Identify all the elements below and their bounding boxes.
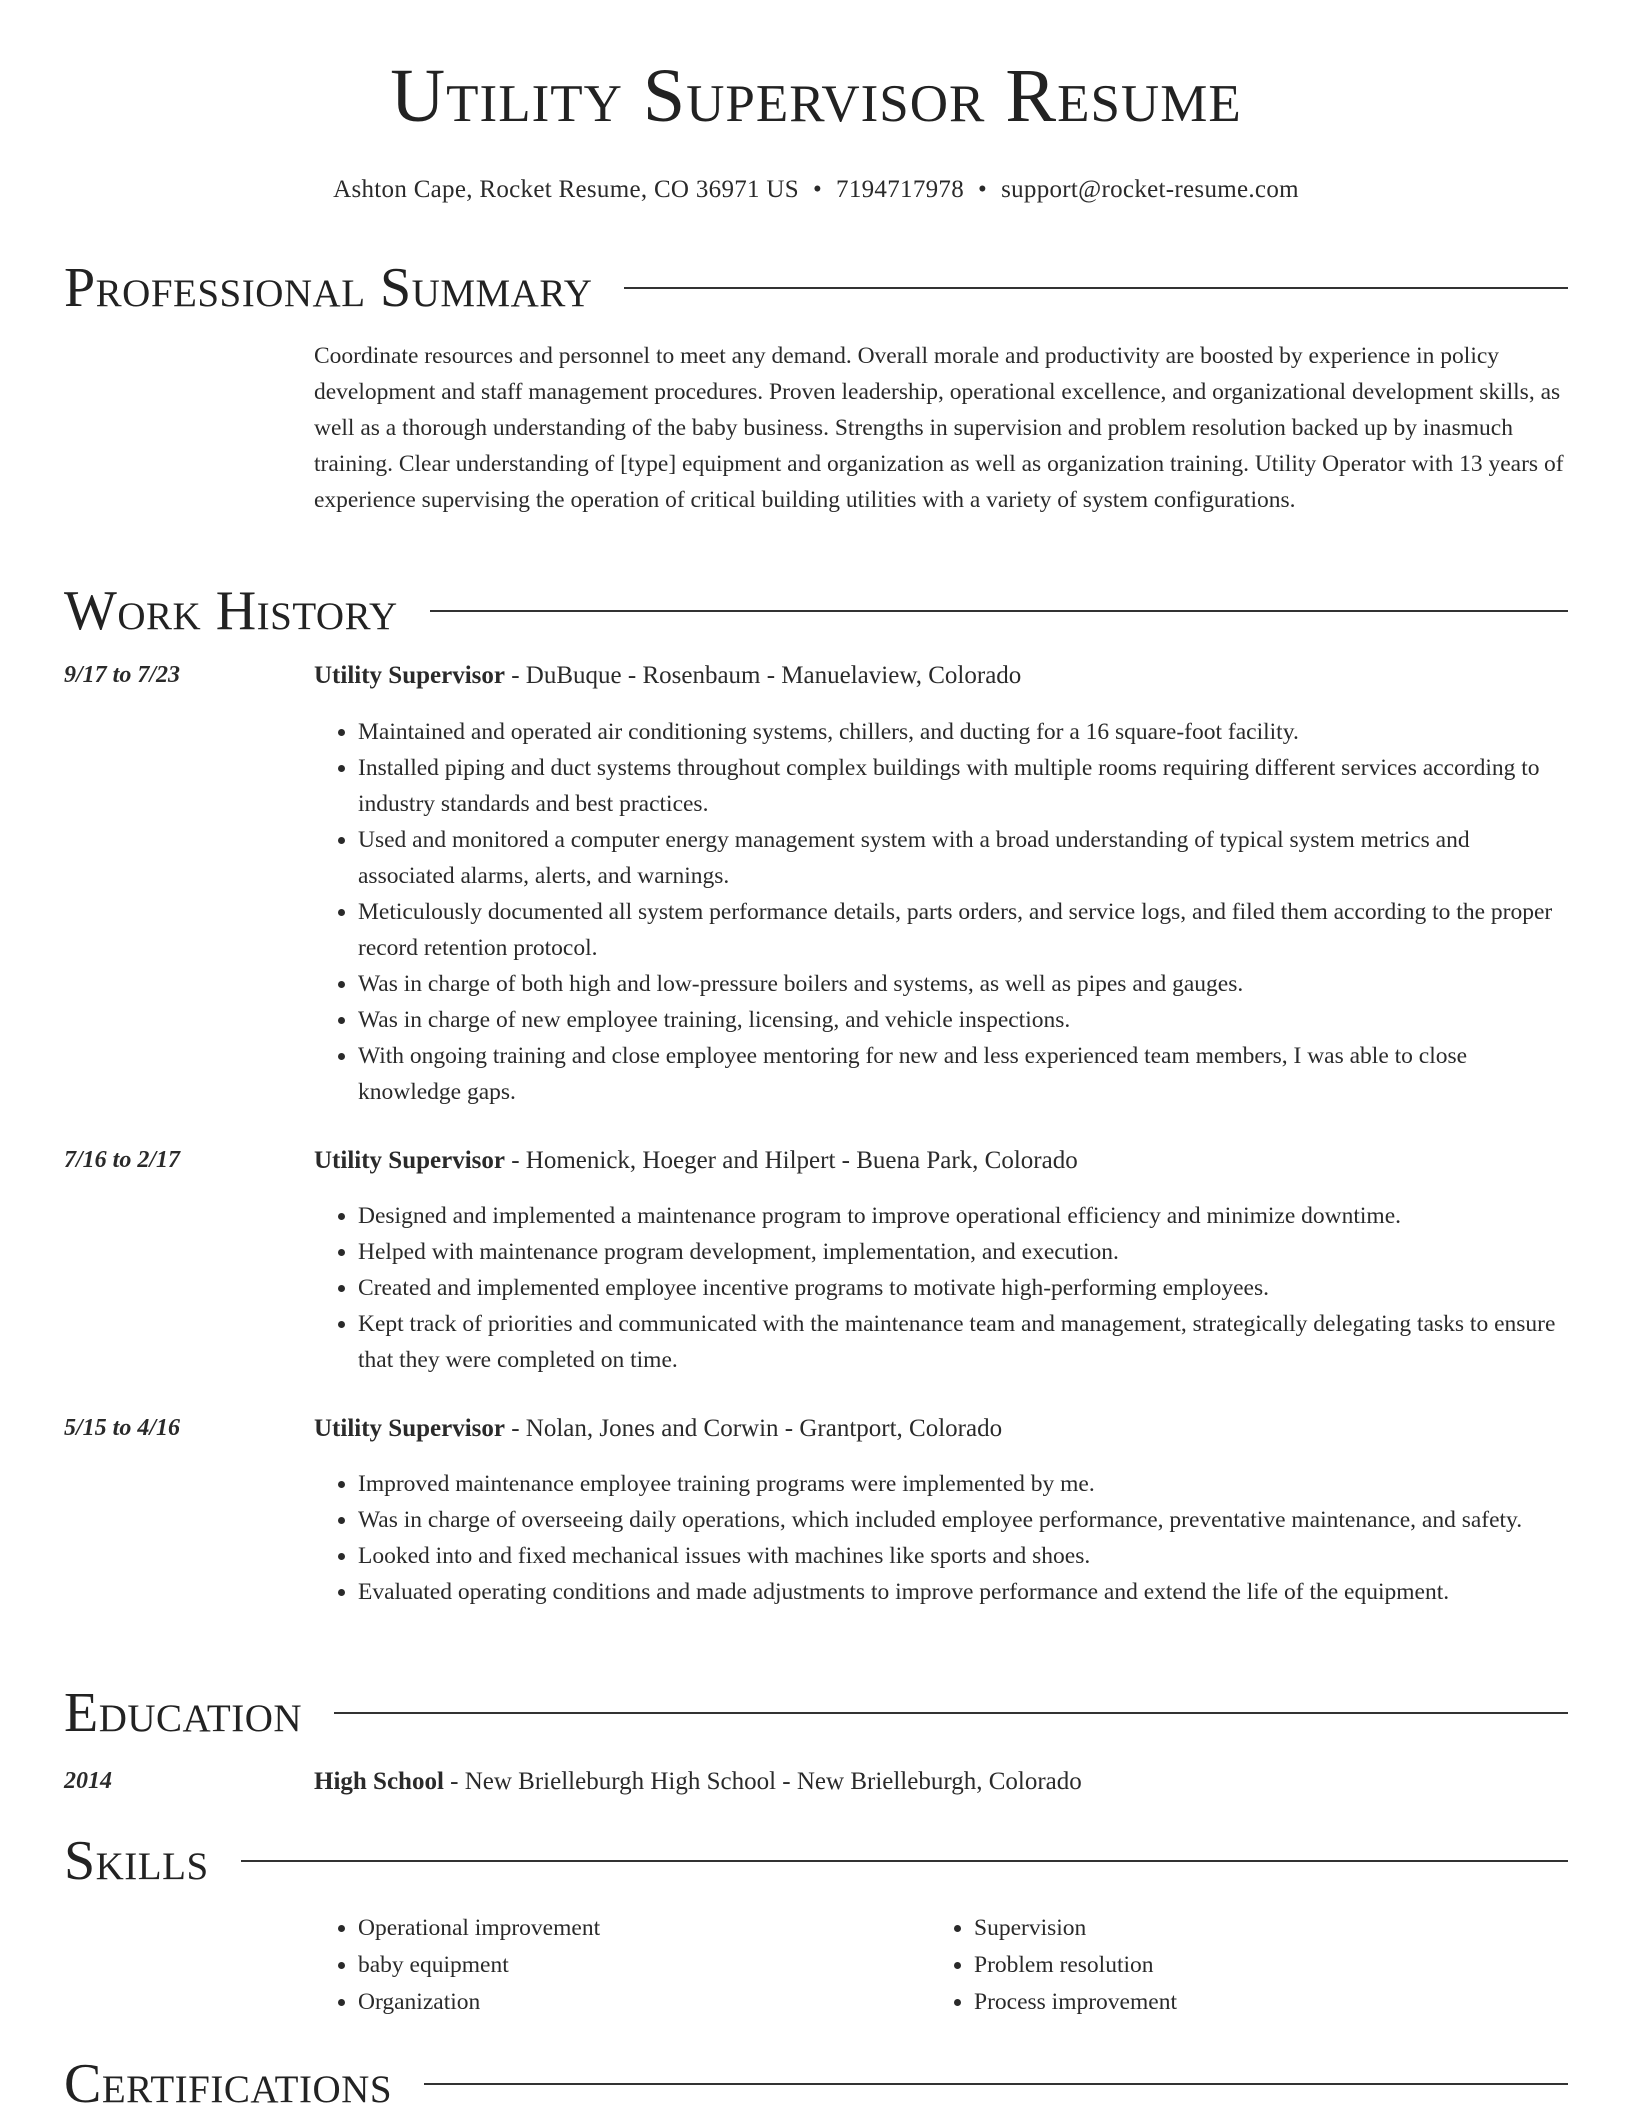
resume-title: Utility Supervisor Resume (390, 54, 1242, 138)
section-title-skills: Skills (64, 1830, 209, 1892)
section-divider (624, 287, 1568, 289)
list-item: • Kept track of priorities and communicated with the maintenance team and management, strategically delegating tasks to ensure that they were completed on time. (358, 1306, 1568, 1378)
list-item: • Was in charge of both high and low-pressure boilers and systems, as well as pipes and gauges. (358, 966, 1568, 1002)
contact-separator: • (812, 176, 823, 203)
section-divider (424, 2083, 1568, 2085)
job-title: Utility Supervisor (314, 662, 505, 689)
section-divider (334, 1712, 1568, 1714)
list-item: • Created and implemented employee incentive programs to motivate high-performing employees. (358, 1270, 1568, 1306)
skills-list-right (930, 1910, 1534, 2021)
skill-item: • Operational improvement (358, 1910, 918, 1947)
job-dates: 5/15 to 4/16 (64, 1415, 181, 1441)
summary-text: Coordinate resources and personnel to meet any demand. Overall morale and productivity are boosted by experience in policy development and staff management procedures. Proven leadership, operational excellence, and organizational development skills, as well as a thorough understanding of the baby business. Strengths in supervision and problem resolution backed up by inasmuch training. Clear understanding of [type] equipment and organization as well as organization training. Utility Operator with 13 years of experience supervising the operation of critical building utilities with a variety of system configurations. (314, 343, 1564, 513)
job-heading (314, 662, 1568, 690)
section-divider (430, 610, 1568, 612)
job-bullets (314, 714, 1568, 1110)
job-heading (314, 1147, 1568, 1175)
list-item: • With ongoing training and close employee mentoring for new and less experienced team members, I was able to close knowledge gaps. (358, 1038, 1568, 1110)
section-title-work: Work History (64, 580, 398, 642)
section-header-skills (64, 1830, 1568, 1892)
list-item: • Maintained and operated air conditioning systems, chillers, and ducting for a 16 square-foot facility. (358, 714, 1568, 750)
job-dates: 7/16 to 2/17 (64, 1147, 181, 1173)
section-header-certifications (64, 2053, 1568, 2115)
skill-item: • Supervision (974, 1910, 1534, 1947)
contact-separator: • (978, 176, 988, 203)
section-header-education (64, 1682, 1568, 1744)
section-header-summary (64, 257, 1568, 319)
contact-line (0, 176, 1632, 204)
contact-email: support@rocket-resume.com (1001, 176, 1299, 203)
education-year: 2014 (64, 1768, 112, 1794)
job-title: Utility Supervisor (314, 1415, 505, 1442)
job-title: Utility Supervisor (314, 1147, 505, 1174)
list-item: • Was in charge of overseeing daily operations, which included employee performance, preventative maintenance, and safety. (358, 1502, 1568, 1538)
section-title-summary: Professional Summary (64, 257, 593, 319)
skill-item: • baby equipment (358, 1947, 918, 1984)
list-item: • Used and monitored a computer energy management system with a broad understanding of typical system metrics and associated alarms, alerts, and warnings. (358, 822, 1568, 894)
list-item: • Installed piping and duct systems throughout complex buildings with multiple rooms requiring different services according to industry standards and best practices. (358, 750, 1568, 822)
education-degree: High School (314, 1768, 444, 1795)
education-heading (314, 1768, 1568, 1796)
education-school: - New Brielleburgh High School - New Brielleburgh, Colorado (443, 1768, 1082, 1795)
skill-item: • Process improvement (974, 1984, 1534, 2021)
section-divider (241, 1860, 1568, 1862)
list-item: • Improved maintenance employee training programs were implemented by me. (358, 1466, 1568, 1502)
skill-item: • Problem resolution (974, 1947, 1534, 1984)
job-employer: - Nolan, Jones and Corwin - Grantport, Colorado (504, 1415, 1003, 1442)
job-employer: - Homenick, Hoeger and Hilpert - Buena Park, Colorado (504, 1147, 1078, 1174)
list-item: • Looked into and fixed mechanical issues with machines like sports and shoes. (358, 1538, 1568, 1574)
job-bullets (314, 1466, 1568, 1610)
section-header-work (64, 580, 1568, 642)
list-item: • Designed and implemented a maintenance program to improve operational efficiency and minimize downtime. (358, 1198, 1568, 1234)
list-item: • Meticulously documented all system performance details, parts orders, and service logs, and filed them according to the proper record retention protocol. (358, 894, 1568, 966)
contact-address: Ashton Cape, Rocket Resume, CO 36971 US (333, 176, 799, 203)
skill-item: • Organization (358, 1984, 918, 2021)
section-title-certifications: Certifications (64, 2053, 393, 2115)
job-bullets (314, 1198, 1568, 1378)
job-heading (314, 1415, 1568, 1443)
skills-list-left (314, 1910, 918, 2021)
list-item: • Was in charge of new employee training, licensing, and vehicle inspections. (358, 1002, 1568, 1038)
list-item: • Helped with maintenance program development, implementation, and execution. (358, 1234, 1568, 1270)
list-item: • Evaluated operating conditions and made adjustments to improve performance and extend the life of the equipment. (358, 1574, 1568, 1610)
section-title-education: Education (64, 1682, 303, 1744)
job-dates: 9/17 to 7/23 (64, 662, 181, 688)
contact-phone: 7194717978 (836, 176, 965, 203)
job-employer: - DuBuque - Rosenbaum - Manuelaview, Colorado (504, 662, 1022, 689)
